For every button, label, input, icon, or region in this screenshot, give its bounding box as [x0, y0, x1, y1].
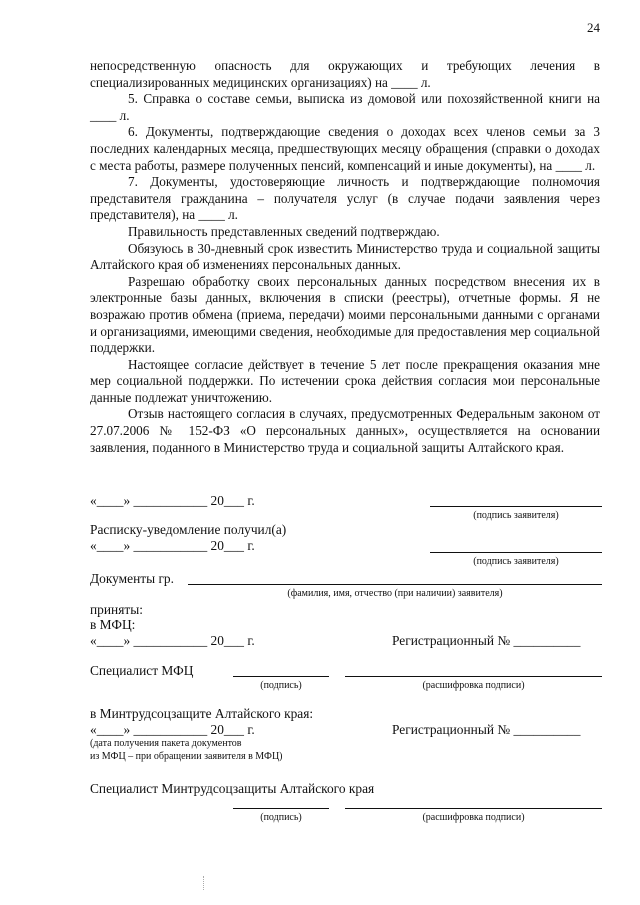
- mfc-decoding-line: [345, 676, 602, 677]
- scan-artifact-mark: [203, 876, 205, 890]
- paragraph-consent: Разрешаю обработку своих персональных данных посредством внесения их в электронные базы данных, включения в списки (реестры), отчетные формы. Я не возражаю против обмена (приема, передачи) моими персональными данными с органами и организациями, имеющими сведения, необходимые для предоставления мер социальной поддержки.: [90, 273, 600, 356]
- documents-label: Документы гр.: [90, 571, 174, 586]
- paragraph-revocation: Отзыв настоящего согласия в случаях, предусмотренных Федеральным законом от 27.07.2006 № 152-ФЗ «О персональных данных», осуществляется на основании заявления, поданного в Министерство труда и социальной защиты Алтайского края.: [90, 406, 600, 455]
- mfc-label: в МФЦ:: [90, 617, 136, 632]
- fio-line: [188, 584, 602, 585]
- mfc-specialist-label: Специалист МФЦ: [90, 663, 194, 678]
- mfc-signature-caption: (подпись): [260, 680, 302, 691]
- mfc-signature-line: [233, 676, 329, 677]
- registration-number-1: Регистрационный № __________: [392, 633, 581, 648]
- date-field-1: «____» ___________ 20___ г.: [90, 493, 255, 508]
- paragraph-item-7: 7. Документы, удостоверяющие личность и подтверждающие полномочия представителя гражданина – получателя услуг (в случае подачи заявления через представителя), на ____ л.: [90, 174, 600, 223]
- signature-line-2: [430, 552, 602, 553]
- fio-caption: (фамилия, имя, отчество (при наличии) заявителя): [287, 588, 503, 599]
- ministry-signature-line: [233, 808, 329, 809]
- ministry-decoding-caption: (расшифровка подписи): [422, 812, 525, 823]
- paragraph-item-5: 5. Справка о составе семьи, выписка из домовой или похозяйственной книги на ____ л.: [90, 91, 600, 123]
- paragraph-validity: Настоящее согласие действует в течение 5 лет после прекращения оказания мне мер социальной поддержки. По истечении срока действия согласия мои персональные данные подлежат уничтожению.: [90, 356, 600, 405]
- ministry-decoding-line: [345, 808, 602, 809]
- paragraph-continuation: непосредственную опасность для окружающих и требующих лечения в специализированных медицинских организациях) на ____ л.: [90, 58, 600, 90]
- signature-caption-1: (подпись заявителя): [473, 510, 559, 521]
- date-field-4: «____» ___________ 20___ г.: [90, 722, 255, 737]
- paragraph-item-6: 6. Документы, подтверждающие сведения о доходах всех членов семьи за 3 последних календарных месяца, предшествующих месяцу обращения (справки о доходах с места работы, размере полученных пенсий, компенсаций и иные документы), на ____ л.: [90, 124, 600, 173]
- date-field-3: «____» ___________ 20___ г.: [90, 633, 255, 648]
- paragraph-confirm: Правильность представленных сведений подтверждаю.: [128, 223, 440, 239]
- accepted-label: приняты:: [90, 602, 143, 617]
- date-note-line-1: (дата получения пакета документов: [90, 738, 242, 749]
- signature-caption-2: (подпись заявителя): [473, 556, 559, 567]
- mfc-decoding-caption: (расшифровка подписи): [422, 680, 525, 691]
- paragraph-obligation: Обязуюсь в 30-дневный срок известить Министерство труда и социальной защиты Алтайского края об изменениях персональных данных.: [90, 240, 600, 273]
- registration-number-2: Регистрационный № __________: [392, 722, 581, 737]
- body-text: [90, 58, 600, 456]
- signature-line-1: [430, 506, 602, 507]
- receipt-label: Расписку-уведомление получил(а): [90, 522, 287, 537]
- ministry-label: в Минтрудсоцзащите Алтайского края:: [90, 706, 314, 721]
- ministry-specialist-label: Специалист Минтрудсоцзащиты Алтайского края: [90, 781, 375, 796]
- date-note-line-2: из МФЦ – при обращении заявителя в МФЦ): [90, 751, 283, 762]
- page-number: 24: [587, 20, 600, 35]
- ministry-signature-caption: (подпись): [260, 812, 302, 823]
- date-field-2: «____» ___________ 20___ г.: [90, 538, 255, 553]
